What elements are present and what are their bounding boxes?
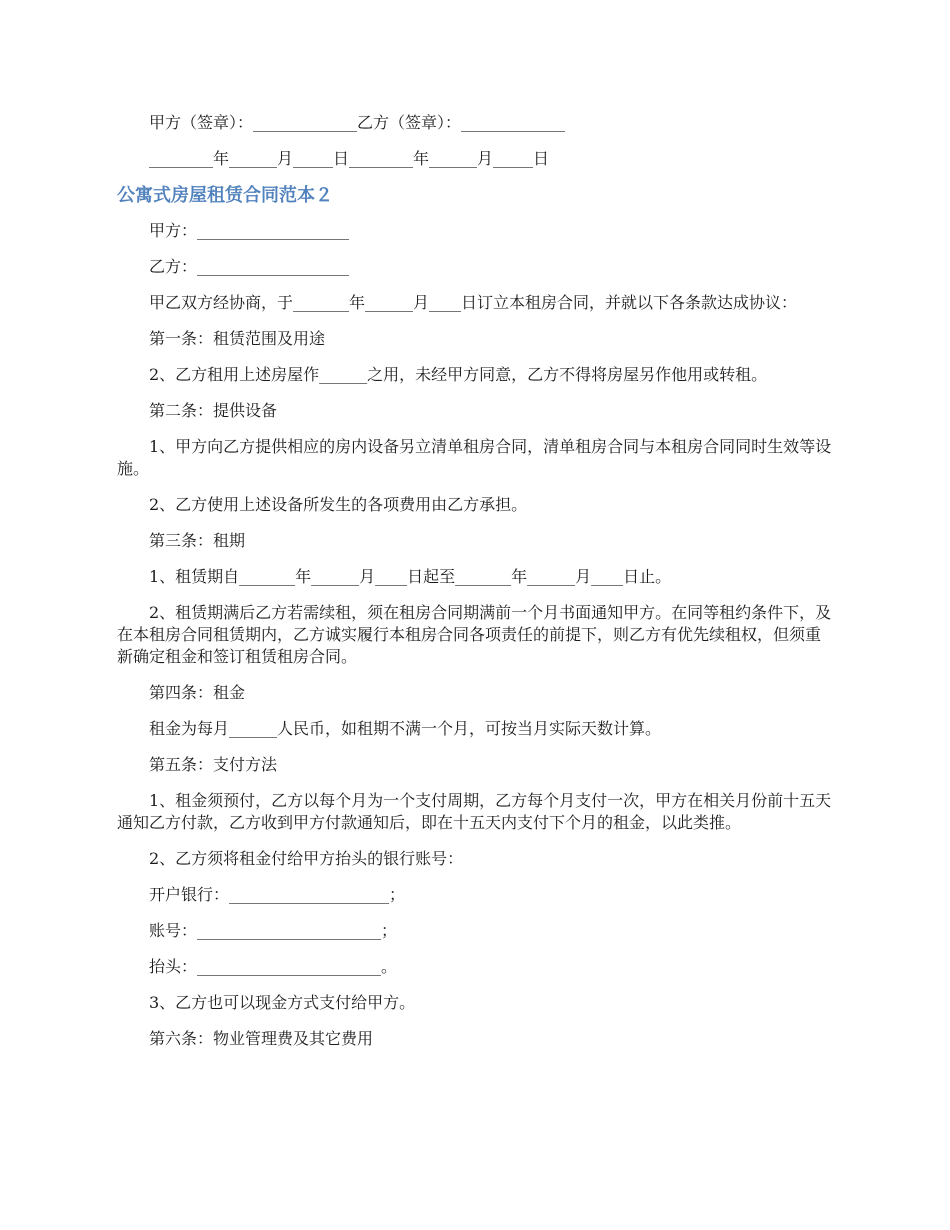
article-4-clause: 租金为每月______人民币，如租期不满一个月，可按当月实际天数计算。 xyxy=(149,719,662,738)
article-5-clause-3: 3、乙方也可以现金方式支付给甲方。 xyxy=(149,993,416,1012)
article-5-clause-1: 1、租金须预付，乙方以每个月为一个支付周期，乙方每个月支付一次，甲方在相关月份前十五天通知乙方付款，乙方收到甲方付款通知后，即在十五天内支付下个月的租金，以此类推。 xyxy=(117,791,832,832)
account-number-line: 账号：_______________________； xyxy=(149,921,398,940)
article-3-clause-2: 2、租赁期满后乙方若需续租，须在租房合同期满前一个月书面通知甲方。在同等租约条件下，及在本租房合同租赁期内，乙方诚实履行本租房合同各项责任的前提下，则乙方有优先续租权，但须重新确定租金和签订租赁租房合同。 xyxy=(117,603,832,666)
article-2-heading: 第二条：提供设备 xyxy=(149,401,278,420)
article-1-heading: 第一条：租赁范围及用途 xyxy=(149,329,326,348)
article-5-clause-2: 2、乙方须将租金付给甲方抬头的银行账号： xyxy=(149,849,464,868)
article-4-heading: 第四条：租金 xyxy=(149,683,246,702)
section-title: 公寓式房屋租赁合同范本２ xyxy=(117,185,333,206)
article-2-clause-2: 2、乙方使用上述设备所发生的各项费用由乙方承担。 xyxy=(149,495,528,514)
article-3-clause-1: 1、租赁期自_______年______月____日起至_______年______月____日止。 xyxy=(149,567,672,586)
agreement-intro: 甲乙双方经协商，于_______年______月____日订立本租房合同，并就以下各条款达成协议： xyxy=(149,293,798,312)
article-6-heading: 第六条：物业管理费及其它费用 xyxy=(149,1029,374,1048)
account-holder-line: 抬头：_______________________。 xyxy=(149,957,398,976)
article-5-heading: 第五条：支付方法 xyxy=(149,755,278,774)
article-3-heading: 第三条：租期 xyxy=(149,531,246,550)
bank-name-line: 开户银行：____________________； xyxy=(149,885,406,904)
party-b-line: 乙方：___________________ xyxy=(149,257,350,276)
article-2-clause-1: 1、甲方向乙方提供相应的房内设备另立清单租房合同，清单租房合同与本租房合同同时生效等设施。 xyxy=(117,437,832,478)
party-a-line: 甲方：___________________ xyxy=(149,221,350,240)
article-1-clause-2: 2、乙方租用上述房屋作______之用，未经甲方同意，乙方不得将房屋另作他用或转租。 xyxy=(149,365,768,384)
signature-line: 甲方（签章）：_____________乙方（签章）：_____________ xyxy=(149,113,566,132)
date-line: ________年______月_____日________年______月_____日 xyxy=(149,149,550,168)
document-content xyxy=(117,112,832,1064)
